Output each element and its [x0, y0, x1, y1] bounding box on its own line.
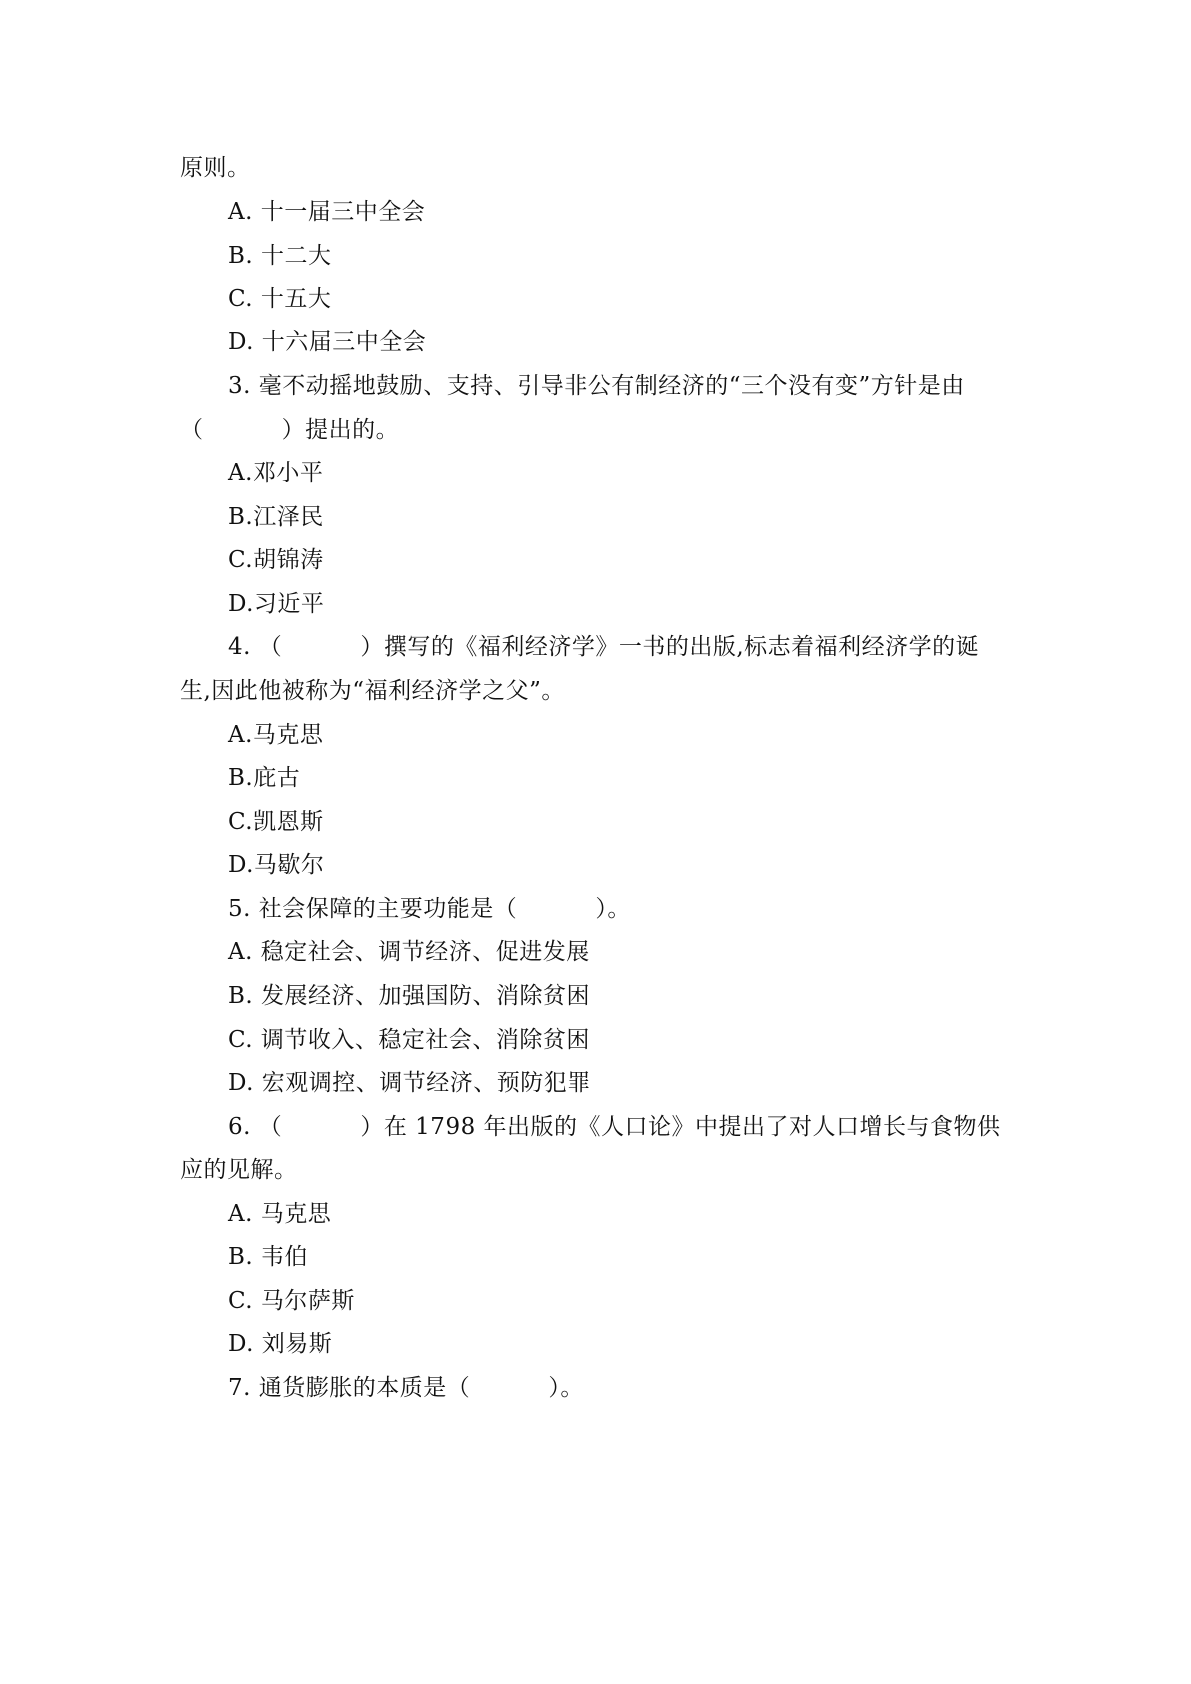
- q4-option-b: B.庇古: [228, 765, 301, 791]
- q4-option-d: D.马歇尔: [228, 852, 325, 878]
- paragraph-continuation: 原则。: [180, 155, 251, 181]
- q6-option-c: C. 马尔萨斯: [228, 1288, 355, 1314]
- question-3-continuation: （ ）提出的。: [180, 417, 400, 443]
- q4-option-a: A.马克思: [228, 722, 324, 748]
- q4-option-c: C.凯恩斯: [228, 809, 324, 835]
- q5-option-a: A. 稳定社会、调节经济、促进发展: [228, 939, 590, 965]
- question-6: 6. （ ）在 1798 年出版的《人口论》中提出了对人口增长与食物供: [228, 1114, 1001, 1140]
- q5-option-c: C. 调节收入、稳定社会、消除贫困: [228, 1027, 590, 1053]
- question-3: 3. 毫不动摇地鼓励、支持、引导非公有制经济的“三个没有变”方针是由: [228, 373, 965, 399]
- question-6-continuation: 应的见解。: [180, 1157, 298, 1183]
- q2-option-c: C. 十五大: [228, 286, 332, 312]
- q6-option-a: A. 马克思: [228, 1201, 332, 1227]
- question-5: 5. 社会保障的主要功能是（ ）。: [228, 896, 631, 922]
- question-7: 7. 通货膨胀的本质是（ ）。: [228, 1375, 584, 1401]
- q6-option-b: B. 韦伯: [228, 1244, 309, 1270]
- q2-option-b: B. 十二大: [228, 243, 332, 269]
- q5-option-b: B. 发展经济、加强国防、消除贫困: [228, 983, 591, 1009]
- q3-option-a: A.邓小平: [228, 460, 324, 486]
- q3-option-c: C.胡锦涛: [228, 547, 324, 573]
- question-4-continuation: 生,因此他被称为“福利经济学之父”。: [180, 678, 565, 704]
- q3-option-b: B.江泽民: [228, 504, 324, 530]
- q2-option-d: D. 十六届三中全会: [228, 329, 427, 355]
- q3-option-d: D.习近平: [228, 591, 325, 617]
- q5-option-d: D. 宏观调控、调节经济、预防犯罪: [228, 1070, 591, 1096]
- question-4: 4. （ ）撰写的《福利经济学》一书的出版,标志着福利经济学的诞: [228, 634, 980, 660]
- q6-option-d: D. 刘易斯: [228, 1331, 333, 1357]
- q2-option-a: A. 十一届三中全会: [228, 199, 426, 225]
